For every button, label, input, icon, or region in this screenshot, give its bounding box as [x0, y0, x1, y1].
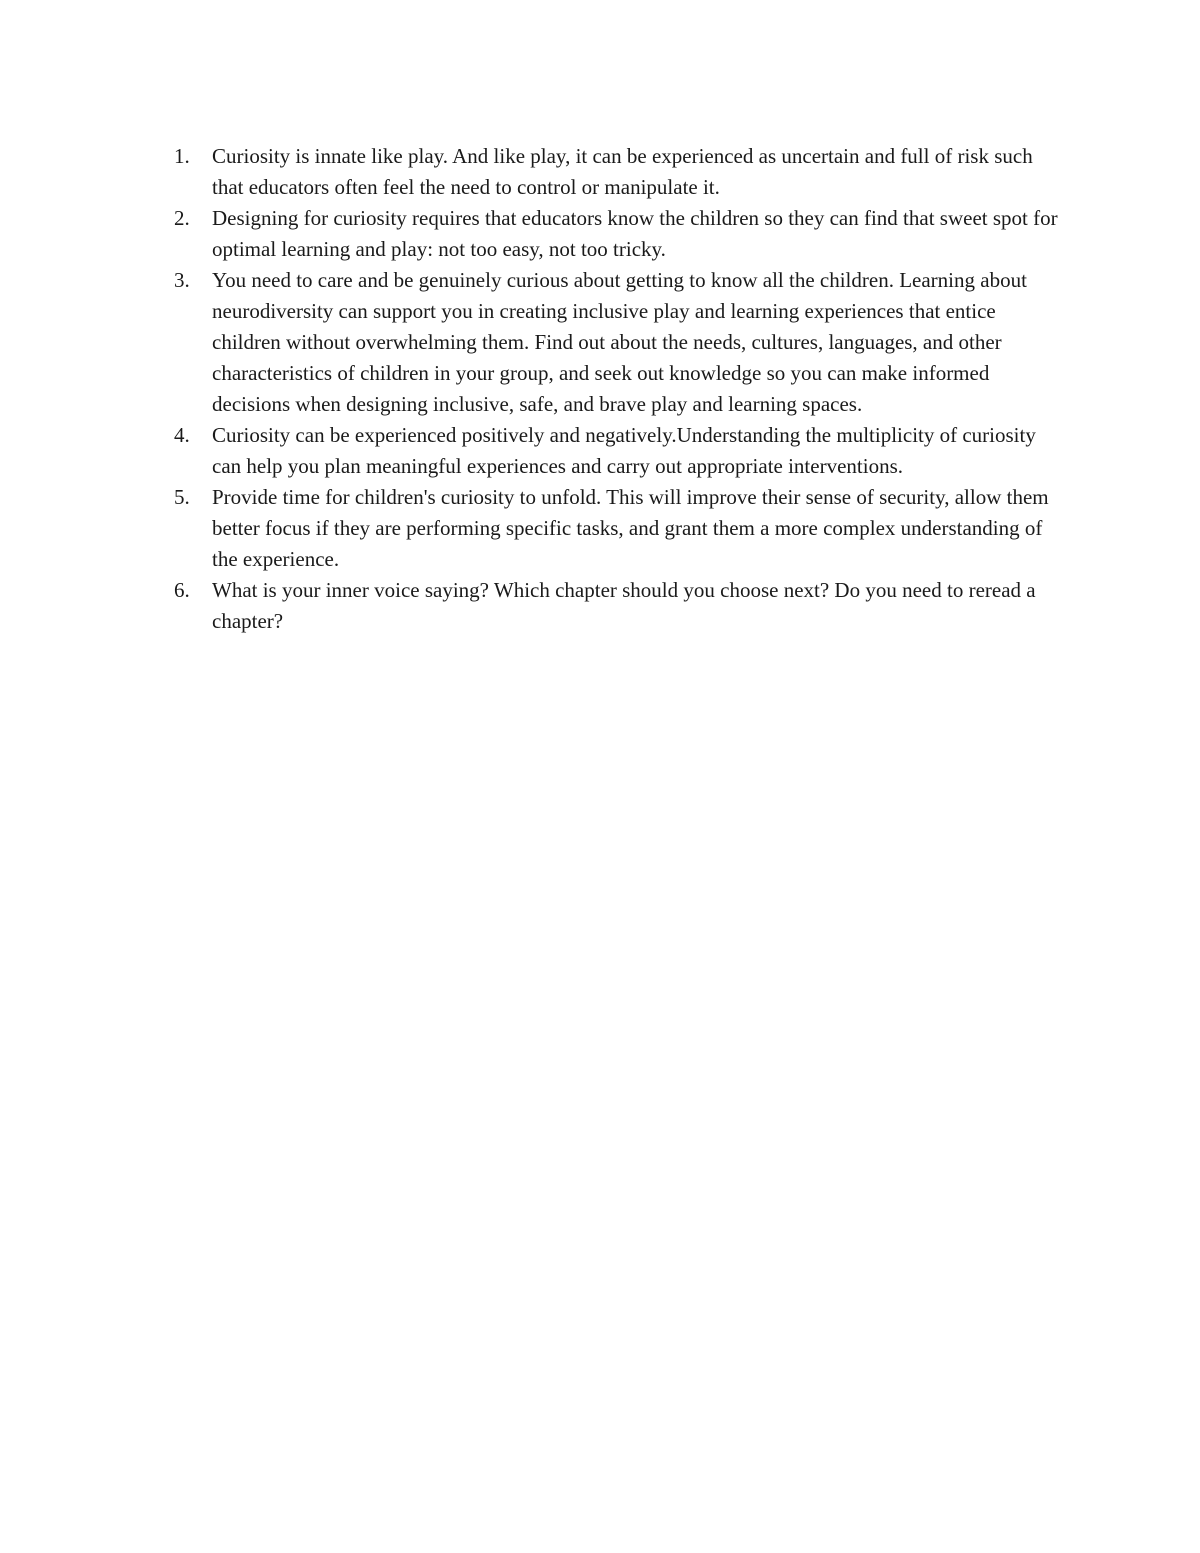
list-item: [174, 203, 1064, 265]
list-item-text: Curiosity can be experienced positively and negatively.Understanding the multiplicity of curiosity can help you plan meaningful experiences and carry out appropriate interventions.: [212, 423, 1036, 478]
list-item-text: Provide time for children's curiosity to unfold. This will improve their sense of security, allow them better focus if they are performing specific tasks, and grant them a more complex understanding of the experience.: [212, 485, 1049, 571]
list-item: [174, 575, 1064, 637]
list-item-text: What is your inner voice saying? Which chapter should you choose next? Do you need to reread a chapter?: [212, 578, 1036, 633]
list-item-number: 1.: [174, 144, 190, 168]
list-item: [174, 482, 1064, 575]
list-item: [174, 141, 1064, 203]
list-item-number: 3.: [174, 268, 190, 292]
list-item: [174, 265, 1064, 420]
list-item-text: Curiosity is innate like play. And like play, it can be experienced as uncertain and full of risk such that educators often feel the need to control or manipulate it.: [212, 144, 1033, 199]
list-item: [174, 420, 1064, 482]
numbered-list: [174, 141, 1064, 637]
list-item-number: 6.: [174, 578, 190, 602]
list-item-number: 2.: [174, 206, 190, 230]
list-item-text: Designing for curiosity requires that educators know the children so they can find that sweet spot for optimal learning and play: not too easy, not too tricky.: [212, 206, 1058, 261]
list-item-text: You need to care and be genuinely curious about getting to know all the children. Learning about neurodiversity can support you in creating inclusive play and learning experiences that entice children without overwhelming them. Find out about the needs, cultures, languages, and other characteristics of children in your group, and seek out knowledge so you can make informed decisions when designing inclusive, safe, and brave play and learning spaces.: [212, 268, 1027, 416]
list-item-number: 5.: [174, 485, 190, 509]
list-item-number: 4.: [174, 423, 190, 447]
